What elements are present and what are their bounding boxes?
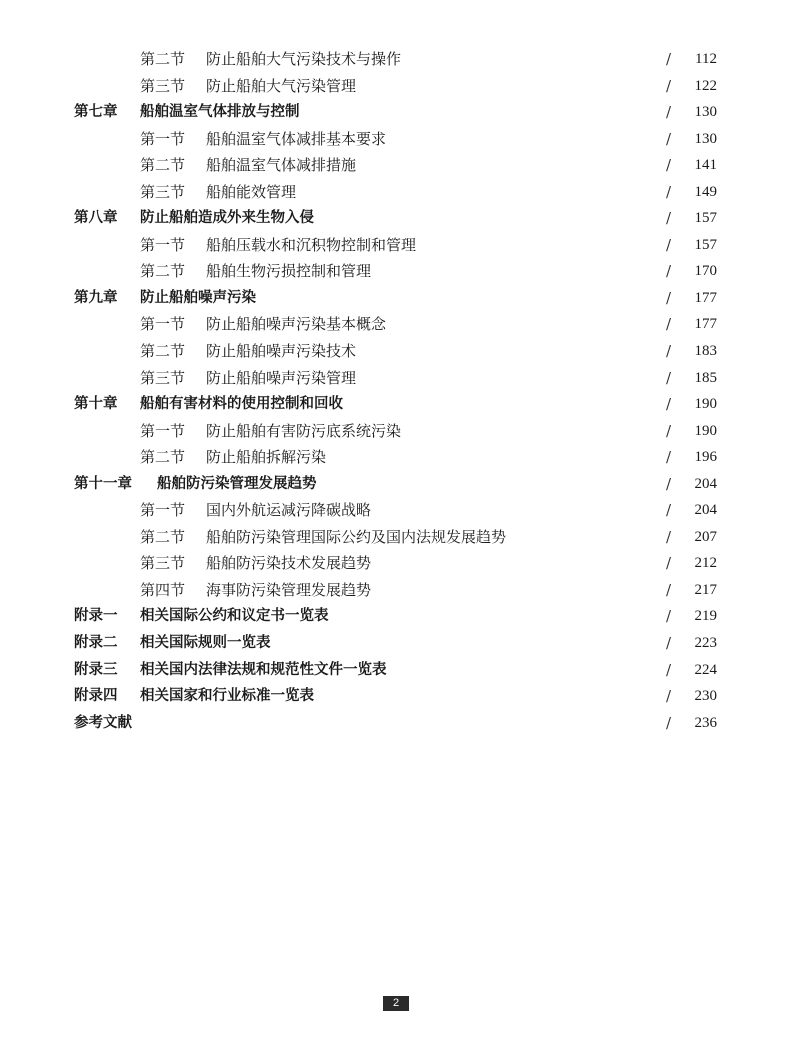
toc-entry-title: 海事防污染管理发展趋势 (206, 580, 372, 599)
toc-chapter-entry[interactable] (0, 710, 790, 737)
toc-page-number: 112 (695, 51, 717, 67)
toc-chapter-entry[interactable] (0, 205, 790, 232)
toc-entry-label: 第十章 (74, 396, 118, 413)
table-of-contents (0, 46, 790, 736)
toc-page-number: 177 (694, 289, 717, 306)
toc-entry-title: 船舶防污染技术发展趋势 (206, 554, 372, 573)
toc-section-entry[interactable] (0, 232, 790, 259)
toc-separator: / (666, 103, 672, 122)
toc-section-entry[interactable] (0, 497, 790, 524)
toc-section-entry[interactable] (0, 126, 790, 153)
toc-page-number: 130 (694, 130, 717, 147)
toc-entry-label: 附录四 (74, 688, 118, 705)
toc-separator: / (666, 634, 672, 653)
toc-page-number: 204 (694, 475, 717, 492)
toc-separator: / (666, 368, 672, 387)
toc-entry-label: 第八章 (74, 210, 118, 227)
toc-page-number: 217 (694, 581, 717, 598)
toc-entry-label: 第十一章 (74, 475, 132, 492)
toc-chapter-entry[interactable] (0, 683, 790, 710)
toc-entry-label: 第三节 (140, 368, 186, 387)
toc-entry-title: 船舶防污染管理国际公约及国内法规发展趋势 (206, 527, 507, 546)
toc-separator: / (666, 209, 672, 228)
page-number-badge: 2 (383, 996, 409, 1011)
toc-page-number: 224 (694, 661, 717, 678)
toc-entry-title: 防止船舶拆解污染 (206, 448, 327, 467)
toc-page-number: 183 (694, 343, 717, 360)
toc-section-entry[interactable] (0, 179, 790, 206)
toc-separator: / (666, 129, 672, 148)
toc-separator: / (666, 156, 672, 175)
toc-separator: / (666, 76, 672, 95)
toc-entry-title: 船舶能效管理 (206, 182, 297, 201)
toc-entry-title: 国内外航运减污降碳战略 (206, 501, 372, 520)
toc-entry-title: 船舶生物污损控制和管理 (206, 262, 372, 281)
toc-separator: / (666, 713, 672, 732)
toc-entry-title: 防止船舶大气污染管理 (206, 76, 357, 95)
toc-section-entry[interactable] (0, 73, 790, 100)
toc-separator: / (666, 554, 672, 573)
toc-page-number: 219 (694, 608, 717, 625)
toc-entry-title: 船舶压载水和沉积物控制和管理 (206, 235, 417, 254)
toc-page-number: 157 (694, 236, 717, 253)
toc-page-number: 170 (694, 263, 717, 280)
toc-chapter-entry[interactable] (0, 285, 790, 312)
toc-entry-title: 相关国内法律法规和规范性文件一览表 (140, 661, 387, 678)
toc-page-number: 190 (694, 396, 717, 413)
toc-entry-label: 附录三 (74, 661, 118, 678)
toc-chapter-entry[interactable] (0, 603, 790, 630)
toc-separator: / (666, 687, 672, 706)
toc-entry-title: 防止船舶有害防污底系统污染 (206, 421, 402, 440)
toc-section-entry[interactable] (0, 524, 790, 551)
toc-entry-label: 附录二 (74, 635, 118, 652)
toc-separator: / (666, 527, 672, 546)
toc-entry-label: 第二节 (140, 342, 186, 361)
toc-page-number: 230 (694, 688, 717, 705)
toc-chapter-entry[interactable] (0, 657, 790, 684)
toc-separator: / (666, 448, 672, 467)
toc-entry-label: 第二节 (140, 50, 186, 68)
toc-separator: / (666, 182, 672, 201)
toc-chapter-entry[interactable] (0, 99, 790, 126)
toc-entry-title: 相关国际规则一览表 (140, 635, 271, 652)
toc-page-number: 207 (694, 528, 717, 545)
toc-separator: / (666, 474, 672, 493)
toc-section-entry[interactable] (0, 550, 790, 577)
toc-separator: / (666, 315, 672, 334)
toc-separator: / (666, 235, 672, 254)
toc-entry-label: 参考文献 (74, 714, 132, 731)
toc-section-entry[interactable] (0, 365, 790, 392)
toc-entry-title: 船舶温室气体排放与控制 (140, 104, 300, 121)
toc-entry-title: 防止船舶噪声污染基本概念 (206, 315, 387, 334)
toc-page-number: 122 (694, 77, 717, 94)
toc-section-entry[interactable] (0, 338, 790, 365)
toc-separator: / (666, 262, 672, 281)
toc-page-number: 149 (694, 183, 717, 200)
toc-entry-label: 第二节 (140, 156, 186, 175)
toc-chapter-entry[interactable] (0, 391, 790, 418)
toc-separator: / (666, 395, 672, 414)
toc-page-number: 177 (694, 316, 717, 333)
toc-separator: / (666, 607, 672, 626)
toc-entry-title: 防止船舶造成外来生物入侵 (140, 210, 314, 227)
toc-section-entry[interactable] (0, 152, 790, 179)
toc-section-entry[interactable] (0, 46, 790, 73)
toc-entry-label: 第一节 (140, 315, 186, 334)
toc-entry-title: 相关国家和行业标准一览表 (140, 688, 314, 705)
toc-separator: / (666, 342, 672, 361)
toc-entry-label: 第三节 (140, 182, 186, 201)
toc-page-number: 157 (694, 210, 717, 227)
toc-entry-label: 附录一 (74, 608, 118, 625)
toc-entry-label: 第三节 (140, 76, 186, 95)
toc-page-number: 185 (694, 369, 717, 386)
toc-chapter-entry[interactable] (0, 630, 790, 657)
toc-entry-title: 船舶温室气体减排基本要求 (206, 129, 387, 148)
toc-separator: / (666, 580, 672, 599)
toc-entry-label: 第九章 (74, 289, 118, 306)
toc-separator: / (666, 50, 672, 68)
toc-chapter-entry[interactable] (0, 471, 790, 498)
toc-section-entry[interactable] (0, 418, 790, 445)
toc-section-entry[interactable] (0, 577, 790, 604)
toc-section-entry[interactable] (0, 311, 790, 338)
toc-separator: / (666, 288, 672, 307)
toc-entry-label: 第一节 (140, 235, 186, 254)
toc-entry-title: 船舶防污染管理发展趋势 (157, 475, 317, 492)
toc-section-entry[interactable] (0, 258, 790, 285)
toc-entry-title: 船舶温室气体减排措施 (206, 156, 357, 175)
toc-entry-title: 防止船舶噪声污染管理 (206, 368, 357, 387)
toc-page-number: 130 (694, 104, 717, 121)
toc-page-number: 141 (694, 157, 717, 174)
toc-entry-label: 第七章 (74, 104, 118, 121)
toc-entry-title: 相关国际公约和议定书一览表 (140, 608, 329, 625)
toc-page-number: 212 (694, 555, 717, 572)
toc-entry-label: 第二节 (140, 527, 186, 546)
toc-page-number: 190 (694, 422, 717, 439)
toc-page-number: 223 (694, 635, 717, 652)
toc-separator: / (666, 660, 672, 679)
toc-entry-label: 第一节 (140, 129, 186, 148)
toc-entry-label: 第一节 (140, 421, 186, 440)
toc-separator: / (666, 421, 672, 440)
toc-section-entry[interactable] (0, 444, 790, 471)
toc-entry-label: 第四节 (140, 580, 186, 599)
toc-entry-label: 第三节 (140, 554, 186, 573)
toc-entry-title: 防止船舶噪声污染技术 (206, 342, 357, 361)
toc-separator: / (666, 501, 672, 520)
toc-entry-title: 防止船舶噪声污染 (140, 289, 256, 306)
toc-page-number: 196 (694, 449, 717, 466)
toc-entry-label: 第二节 (140, 448, 186, 467)
toc-page-number: 236 (694, 714, 717, 731)
toc-entry-label: 第二节 (140, 262, 186, 281)
toc-entry-title: 防止船舶大气污染技术与操作 (206, 50, 402, 68)
toc-page-number: 204 (694, 502, 717, 519)
toc-entry-title: 船舶有害材料的使用控制和回收 (140, 396, 343, 413)
toc-entry-label: 第一节 (140, 501, 186, 520)
